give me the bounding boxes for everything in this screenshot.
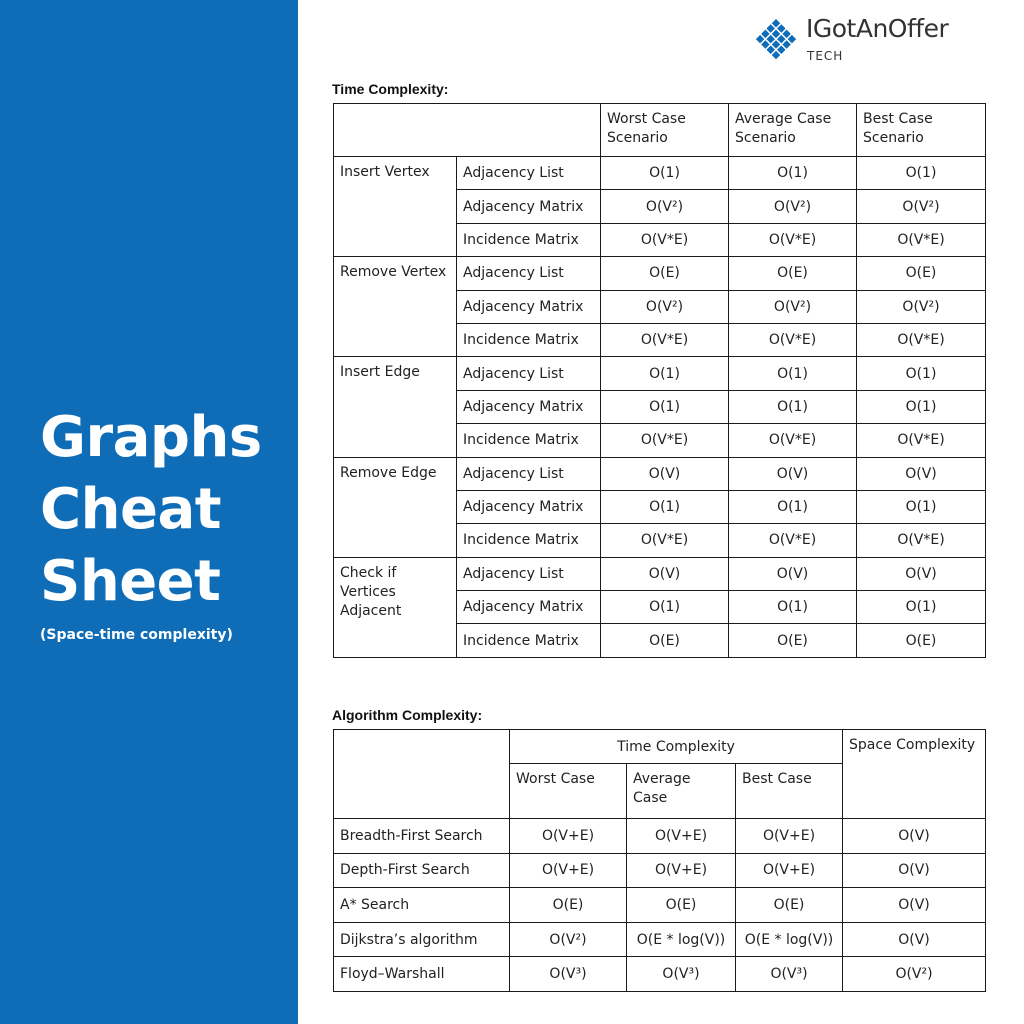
structure-cell: Adjacency List [457,557,601,590]
algorithm-complexity-table [333,729,986,992]
worst-case-cell: O(E) [601,624,729,657]
worst-case-cell: O(E) [601,257,729,290]
operation-cell: Remove Vertex [334,257,457,357]
structure-cell: Adjacency List [457,357,601,390]
table-row [334,357,986,390]
structure-cell: Adjacency Matrix [457,390,601,423]
table-row [334,457,986,490]
worst-case-cell: O(V²) [601,190,729,223]
table-header-row [334,730,986,764]
best-case-cell: O(1) [857,591,986,624]
operation-cell: Insert Vertex [334,157,457,257]
average-case-cell: O(V²) [729,290,857,323]
header-best-case: Best Case [736,764,843,819]
empty-header-cell [334,104,601,157]
header-worst-case: Worst Case Scenario [601,104,729,157]
average-case-cell: O(V+E) [627,819,736,854]
average-case-cell: O(V*E) [729,323,857,356]
worst-case-cell: O(V*E) [601,223,729,256]
time-complexity-heading: Time Complexity: [332,81,449,97]
structure-cell: Adjacency Matrix [457,490,601,523]
structure-cell: Incidence Matrix [457,323,601,356]
operation-cell: Insert Edge [334,357,457,457]
worst-case-cell: O(V²) [601,290,729,323]
cheat-sheet-subtitle: (Space-time complexity) [40,627,233,643]
title-line: Cheat [40,477,222,542]
table-row [334,922,986,957]
space-complexity-cell: O(V) [843,853,986,888]
structure-cell: Adjacency Matrix [457,290,601,323]
worst-case-cell: O(V*E) [601,424,729,457]
structure-cell: Adjacency List [457,257,601,290]
average-case-cell: O(E) [729,624,857,657]
best-case-cell: O(V+E) [736,853,843,888]
average-case-cell: O(E * log(V)) [627,922,736,957]
average-case-cell: O(V²) [729,190,857,223]
best-case-cell: O(V²) [857,290,986,323]
best-case-cell: O(V) [857,457,986,490]
worst-case-cell: O(V*E) [601,323,729,356]
best-case-cell: O(V*E) [857,424,986,457]
table-row [334,819,986,854]
worst-case-cell: O(1) [601,157,729,190]
table-row [334,853,986,888]
structure-cell: Adjacency Matrix [457,190,601,223]
algorithm-name-cell: Depth-First Search [334,853,510,888]
structure-cell: Adjacency Matrix [457,591,601,624]
header-average-case: Average Case Scenario [729,104,857,157]
best-case-cell: O(V*E) [857,223,986,256]
header-worst-case: Worst Case [510,764,627,819]
best-case-cell: O(V) [857,557,986,590]
average-case-cell: O(V*E) [729,223,857,256]
space-complexity-cell: O(V) [843,888,986,923]
title-line: Sheet [40,549,221,614]
structure-cell: Incidence Matrix [457,624,601,657]
operation-cell: Check if Vertices Adjacent [334,557,457,657]
best-case-cell: O(1) [857,357,986,390]
average-case-cell: O(1) [729,157,857,190]
best-case-cell: O(E * log(V)) [736,922,843,957]
best-case-cell: O(V²) [857,190,986,223]
table-row [334,888,986,923]
logo-tagline: TECH [807,49,844,63]
average-case-cell: O(V*E) [729,424,857,457]
structure-cell: Adjacency List [457,157,601,190]
worst-case-cell: O(V*E) [601,524,729,557]
header-time-complexity: Time Complexity [510,730,843,764]
table-header-row [334,104,986,157]
table-row [334,257,986,290]
algorithm-name-cell: A* Search [334,888,510,923]
structure-cell: Adjacency List [457,457,601,490]
algorithm-complexity-heading: Algorithm Complexity: [332,707,483,723]
average-case-cell: O(1) [729,357,857,390]
best-case-cell: O(E) [857,257,986,290]
table-row [334,157,986,190]
average-case-cell: O(1) [729,490,857,523]
algorithm-name-cell: Floyd–Warshall [334,957,510,992]
title-line: Graphs [40,405,262,470]
best-case-cell: O(1) [857,390,986,423]
average-case-cell: O(E) [627,888,736,923]
logo-wordmark: IGotAnOffer [806,14,949,43]
space-complexity-cell: O(V) [843,819,986,854]
space-complexity-cell: O(V) [843,922,986,957]
brand-logo [752,14,972,66]
best-case-cell: O(E) [857,624,986,657]
average-case-cell: O(V) [729,557,857,590]
header-best-case: Best Case Scenario [857,104,986,157]
header-average-case: Average Case [627,764,736,819]
worst-case-cell: O(E) [510,888,627,923]
table-row [334,957,986,992]
average-case-cell: O(1) [729,591,857,624]
space-complexity-cell: O(V²) [843,957,986,992]
worst-case-cell: O(1) [601,490,729,523]
structure-cell: Incidence Matrix [457,524,601,557]
average-case-cell: O(V³) [627,957,736,992]
algorithm-name-cell: Breadth-First Search [334,819,510,854]
average-case-cell: O(V*E) [729,524,857,557]
structure-cell: Incidence Matrix [457,223,601,256]
best-case-cell: O(E) [736,888,843,923]
operation-cell: Remove Edge [334,457,457,557]
worst-case-cell: O(1) [601,390,729,423]
best-case-cell: O(V³) [736,957,843,992]
worst-case-cell: O(V²) [510,922,627,957]
best-case-cell: O(1) [857,157,986,190]
worst-case-cell: O(V+E) [510,819,627,854]
worst-case-cell: O(V) [601,457,729,490]
structure-cell: Incidence Matrix [457,424,601,457]
worst-case-cell: O(V³) [510,957,627,992]
sidebar-panel [0,0,298,1024]
average-case-cell: O(1) [729,390,857,423]
worst-case-cell: O(1) [601,591,729,624]
best-case-cell: O(V+E) [736,819,843,854]
best-case-cell: O(V*E) [857,524,986,557]
time-complexity-table [333,103,986,658]
algorithm-name-cell: Dijkstra’s algorithm [334,922,510,957]
table-row [334,557,986,590]
average-case-cell: O(V) [729,457,857,490]
worst-case-cell: O(1) [601,357,729,390]
empty-header-cell [334,730,510,819]
average-case-cell: O(E) [729,257,857,290]
cheat-sheet-title [40,402,262,618]
worst-case-cell: O(V) [601,557,729,590]
best-case-cell: O(V*E) [857,323,986,356]
worst-case-cell: O(V+E) [510,853,627,888]
best-case-cell: O(1) [857,490,986,523]
diamond-grid-icon [752,16,800,64]
header-space-complexity: Space Complexity [843,730,986,819]
average-case-cell: O(V+E) [627,853,736,888]
